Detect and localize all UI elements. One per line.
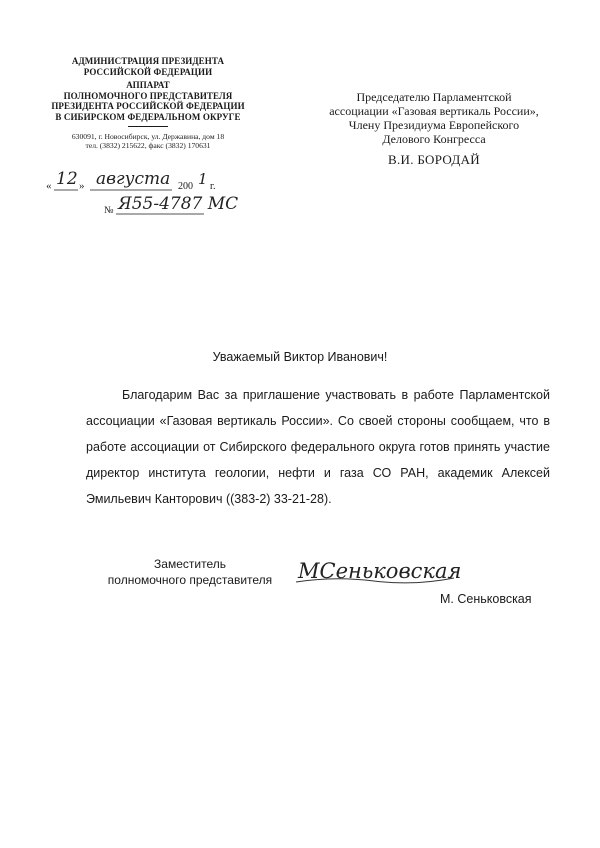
letter-body: Благодарим Вас за приглашение участвовать в работе Парламентской ассоциации «Газовая вертикаль России». Со своей стороны сообщаем, что в работе ассоциации от Сибирского федерального округа готов принять участие директор института геологии, нефти и газа СО РАН, академик Алексей Эмильевич Канторович ((383-2) 33-21-28). (86, 388, 550, 506)
signatory-name: М. Сеньковская (440, 592, 532, 606)
sender-phone: тел. (3832) 215622, факс (3832) 170631 (85, 141, 211, 150)
addressee-name: В.И. БОРОДАЙ (388, 152, 480, 167)
date-month: августа (96, 170, 171, 189)
signature-text: МСеньковская (298, 559, 462, 583)
sender-line: ПОЛНОМОЧНОГО ПРЕДСТАВИТЕЛЯ (63, 90, 233, 101)
sender-line: РОССИЙСКОЙ ФЕДЕРАЦИИ (83, 66, 213, 77)
addressee-line: Делового Конгресса (382, 132, 486, 146)
sender-line: ПРЕЗИДЕНТА РОССИЙСКОЙ ФЕДЕРАЦИИ (51, 101, 245, 111)
sender-line: АППАРАТ (126, 80, 170, 90)
reference-number: Я55-4787 МС (118, 194, 239, 214)
date-day: 12 (56, 170, 78, 189)
reference-line (104, 194, 274, 218)
sender-line: В СИБИРСКОМ ФЕДЕРАЛЬНОМ ОКРУГЕ (55, 111, 241, 122)
sender-line: АДМИНИСТРАЦИЯ ПРЕЗИДЕНТА (71, 56, 225, 66)
sender-header (28, 56, 268, 150)
date-year-prefix: 200 (178, 181, 193, 192)
signatory-title (90, 556, 290, 588)
addressee-line: Члену Президиума Европейского (348, 118, 520, 132)
date-line (46, 170, 256, 194)
addressee-block (314, 90, 554, 167)
date-year-unit: г. (210, 181, 216, 192)
sender-address: 630091, г. Новосибирск, ул. Державина, дом 18 (71, 132, 225, 141)
header-divider (128, 126, 168, 127)
date-year-suffix: 1 (198, 170, 208, 188)
signatory-title-line: Заместитель (154, 557, 226, 571)
date-open-quote: « (46, 180, 52, 192)
salutation: Уважаемый Виктор Иванович! (212, 350, 388, 364)
reference-label: № (104, 205, 114, 216)
handwritten-signature (294, 548, 464, 592)
addressee-line: ассоциации «Газовая вертикаль России», (329, 104, 539, 118)
date-close-quote: » (79, 180, 85, 192)
addressee-line: Председателю Парламентской (356, 90, 512, 104)
signatory-title-line: полномочного представителя (107, 573, 273, 587)
